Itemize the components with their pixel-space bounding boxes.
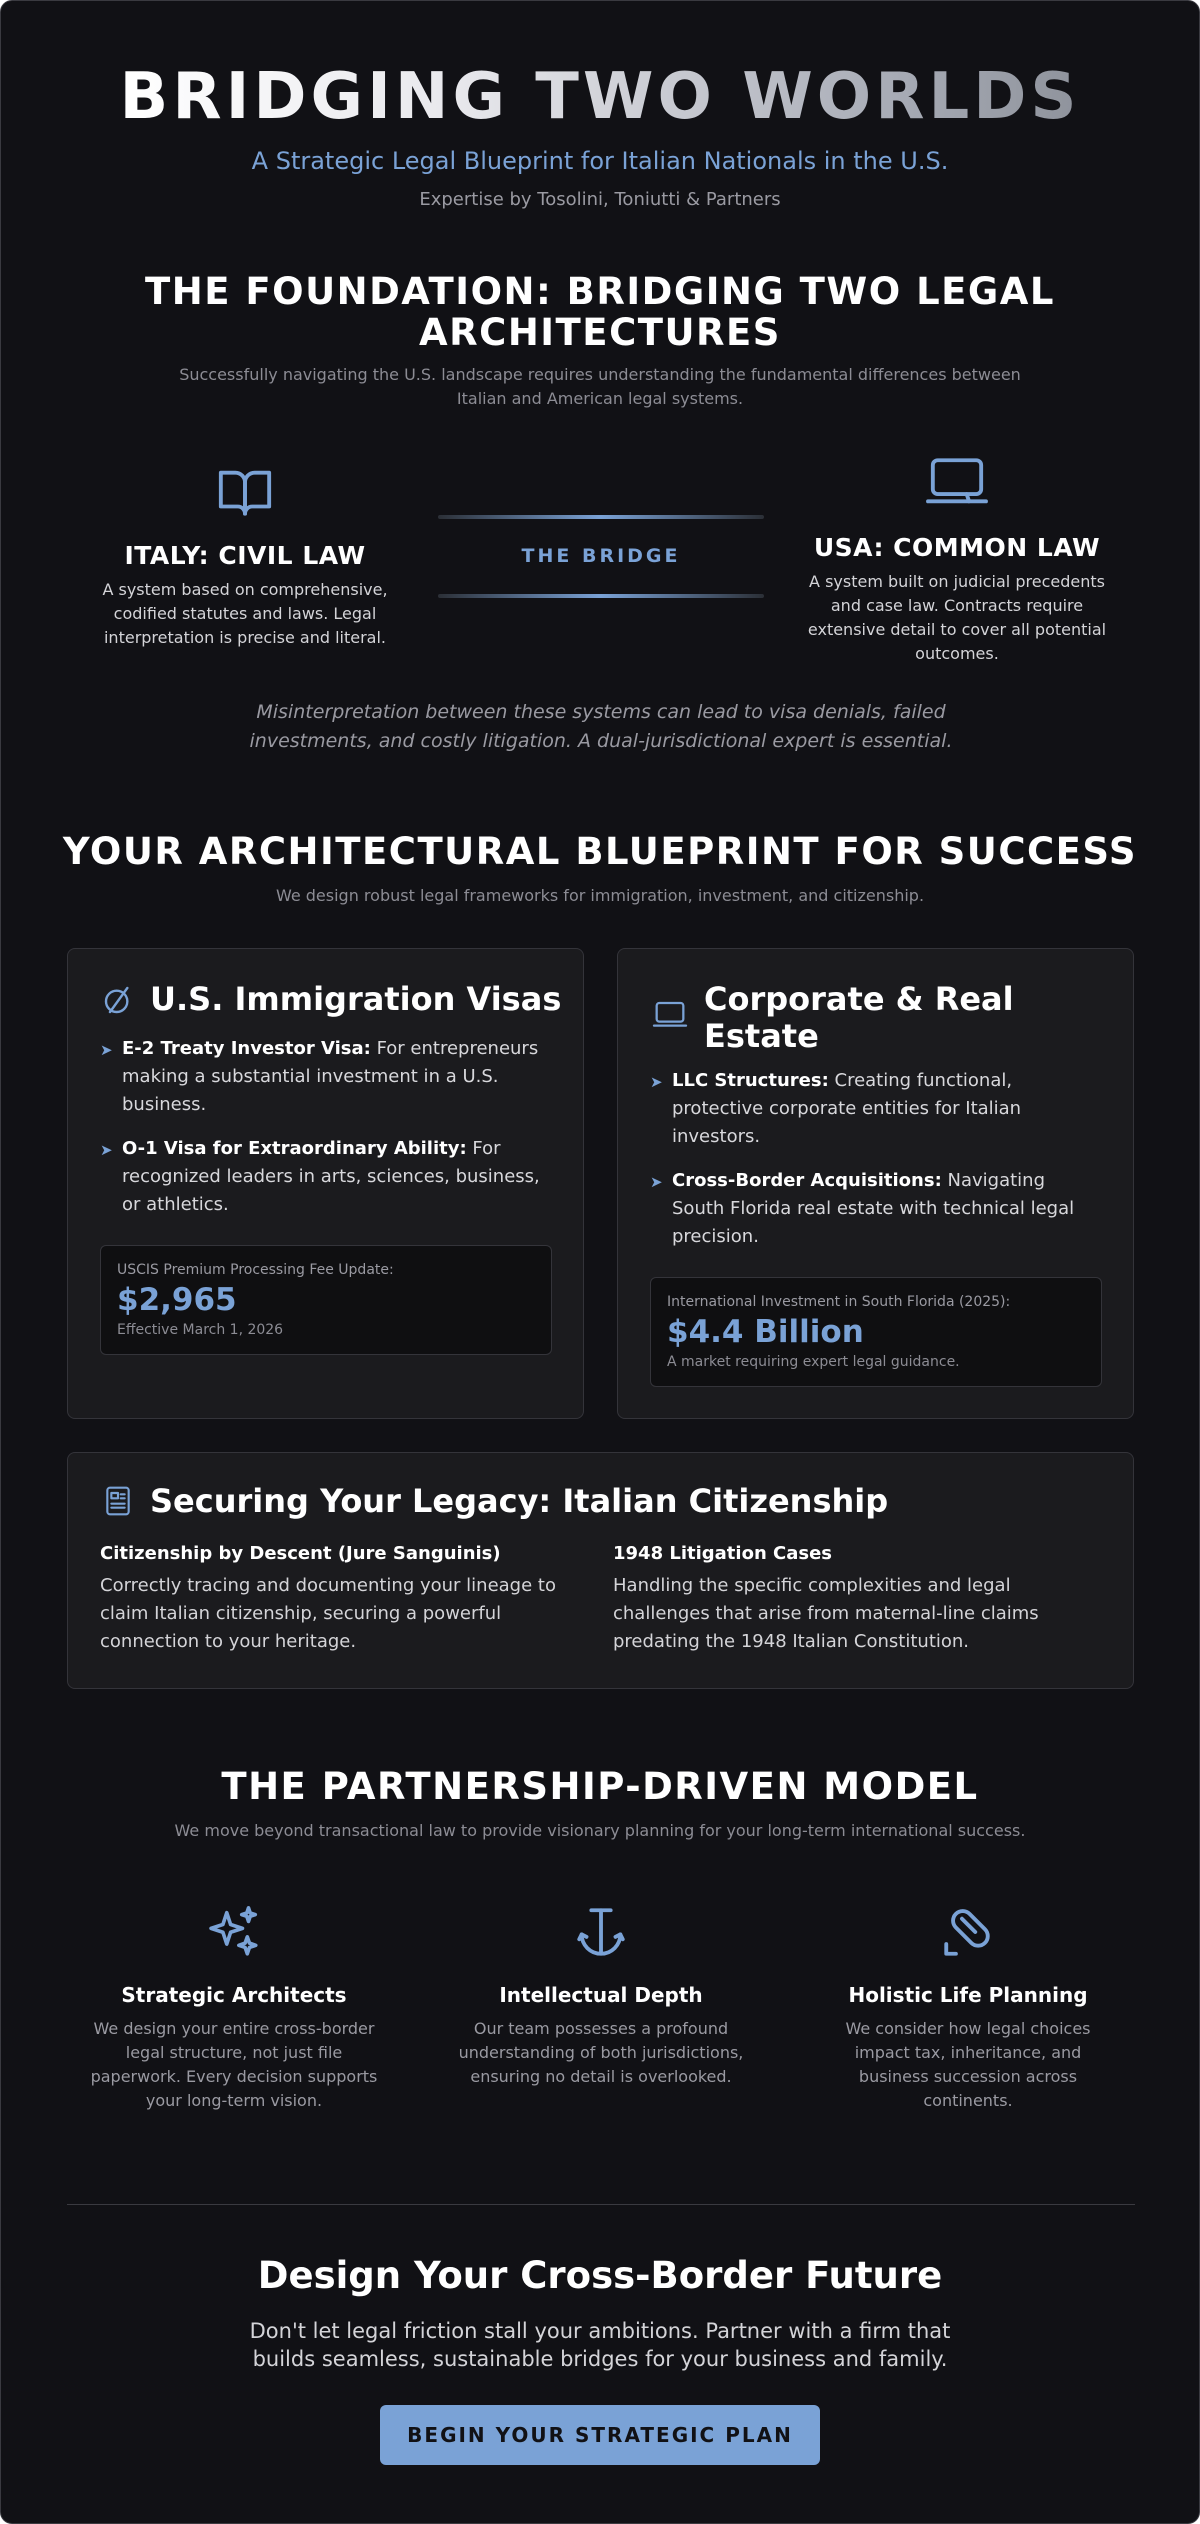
litigation-1948 [613,1543,1093,1656]
stat-note: A market requiring expert legal guidance. [667,1354,960,1370]
foundation-section [1,271,1199,411]
stat-value: $4.4 Billion [667,1314,864,1350]
laptop-icon [925,453,989,511]
cta-title: Design Your Cross-Border Future [257,2254,943,2297]
blueprint-section [1,831,1199,908]
corporate-card [617,948,1134,1419]
citizenship-card-title: Securing Your Legacy: Italian Citizenship [150,1482,889,1520]
book-icon [216,463,274,521]
stat-label: USCIS Premium Processing Fee Update: [117,1262,394,1278]
item-bold: O-1 Visa for Extraordinary Ability: [122,1138,467,1159]
stat-value: $2,965 [117,1282,237,1318]
item-text: For recognized leaders in arts, sciences, business, or athletics. [122,1138,540,1215]
partnership-subtitle: We move beyond transactional law to provide visionary planning for your long-term international success. [174,1821,1026,1840]
bridge-line-bottom [438,594,764,598]
corporate-card-title: Corporate & Real Estate [704,980,1014,1055]
immigration-card [67,948,584,1419]
immigration-card-header [102,981,561,1018]
laptop-icon [652,999,688,1031]
stat-label: International Investment in South Florida (2025): [667,1294,1011,1310]
usa-common-law [799,453,1115,666]
blueprint-title: YOUR ARCHITECTURAL BLUEPRINT FOR SUCCESS [62,830,1138,873]
fee-stat-box [100,1245,552,1355]
pillar-description: Our team possesses a profound understanding of both jurisdictions, ensuring no detail is overlooked. [458,2019,744,2086]
stat-note: Effective March 1, 2026 [117,1322,284,1338]
pillar-title: Holistic Life Planning [848,1983,1088,2007]
citizenship-card-header [102,1483,888,1520]
pillar-description: We consider how legal choices impact tax, inheritance, and business succession across continents. [845,2019,1091,2110]
arrow-icon: ➤ [100,1041,113,1059]
partnership-section [1,1766,1199,1843]
pillar-strategic-architects [84,1903,384,2113]
pillar-description: We design your entire cross-border legal structure, not just file paperwork. Every decision supports your long-term vision. [90,2019,378,2110]
bridge-graphic [438,515,764,605]
foundation-title: THE FOUNDATION: BRIDGING TWO LEGAL ARCHITECTURES [144,270,1056,354]
arrow-icon: ➤ [650,1073,663,1091]
item-text: For entrepreneurs making a substantial investment in a U.S. business. [122,1038,539,1115]
list-item [100,1035,550,1119]
list-item [650,1067,1100,1151]
item-text: Creating functional, protective corporate entities for Italian investors. [672,1070,1022,1147]
item-bold: Cross-Border Acquisitions: [672,1170,942,1191]
cta-section [1,2254,1199,2465]
passport-icon [102,984,134,1016]
corporate-card-header [652,981,1064,1055]
immigration-list [100,1035,550,1235]
foundation-subtitle: Successfully navigating the U.S. landscape requires understanding the fundamental differences between Italian and American legal systems. [179,365,1021,408]
pillar-holistic-planning [818,1903,1118,2113]
cta-text: Don't let legal friction stall your ambitions. Partner with a firm that builds seamless, sustainable bridges for your business and family. [249,2319,951,2371]
citizenship-descent-text: Correctly tracing and documenting your lineage to claim Italian citizenship, securing a powerful connection to your heritage. [100,1575,556,1652]
corporate-list [650,1067,1100,1267]
litigation-text: Handling the specific complexities and legal challenges that arise from maternal-line claims predating the 1948 Italian Constitution. [613,1575,1039,1652]
bridge-line-top [438,515,764,519]
hero [1,59,1199,210]
partnership-title: THE PARTNERSHIP-DRIVEN MODEL [221,1765,979,1808]
item-text: Navigating South Florida real estate with technical legal precision. [672,1170,1075,1247]
document-icon [102,1484,134,1518]
arrow-icon: ➤ [650,1173,663,1191]
italy-description: A system based on comprehensive, codified statutes and laws. Legal interpretation is precise and literal. [102,580,388,647]
pill-icon [939,1903,997,1961]
hero-byline: Expertise by Tosolini, Toniutti & Partners [419,189,781,210]
list-item [650,1167,1100,1251]
anchor-icon [572,1903,630,1961]
citizenship-descent-title: Citizenship by Descent (Jure Sanguinis) [100,1543,501,1564]
investment-stat-box [650,1277,1102,1387]
usa-title: USA: COMMON LAW [813,533,1101,562]
sparkles-icon [205,1903,263,1961]
hero-title: BRIDGING TWO WORLDS [119,60,1081,134]
item-bold: LLC Structures: [672,1070,829,1091]
pillar-title: Strategic Architects [121,1983,347,2007]
arrow-icon: ➤ [100,1141,113,1159]
italy-title: ITALY: CIVIL LAW [124,541,366,570]
begin-strategic-plan-button[interactable]: BEGIN YOUR STRATEGIC PLAN [380,2405,820,2465]
blueprint-subtitle: We design robust legal frameworks for immigration, investment, and citizenship. [275,886,925,905]
usa-description: A system built on judicial precedents and case law. Contracts require extensive detail to cover all potential outcomes. [807,572,1107,663]
section-divider [67,2204,1135,2205]
warning-quote: Misinterpretation between these systems can lead to visa denials, failed investments, and costly litigation. A dual-jurisdictional expert is essential. [249,701,953,752]
list-item [100,1135,550,1219]
pillar-title: Intellectual Depth [499,1983,703,2007]
italy-civil-law [87,463,403,650]
citizenship-card [67,1452,1134,1689]
citizenship-descent [100,1543,580,1656]
hero-subtitle: A Strategic Legal Blueprint for Italian Nationals in the U.S. [251,147,949,175]
pillar-intellectual-depth [451,1903,751,2089]
item-bold: E-2 Treaty Investor Visa: [122,1038,371,1059]
immigration-card-title: U.S. Immigration Visas [150,980,562,1018]
litigation-title: 1948 Litigation Cases [613,1543,833,1564]
bridge-label: THE BRIDGE [521,545,681,567]
